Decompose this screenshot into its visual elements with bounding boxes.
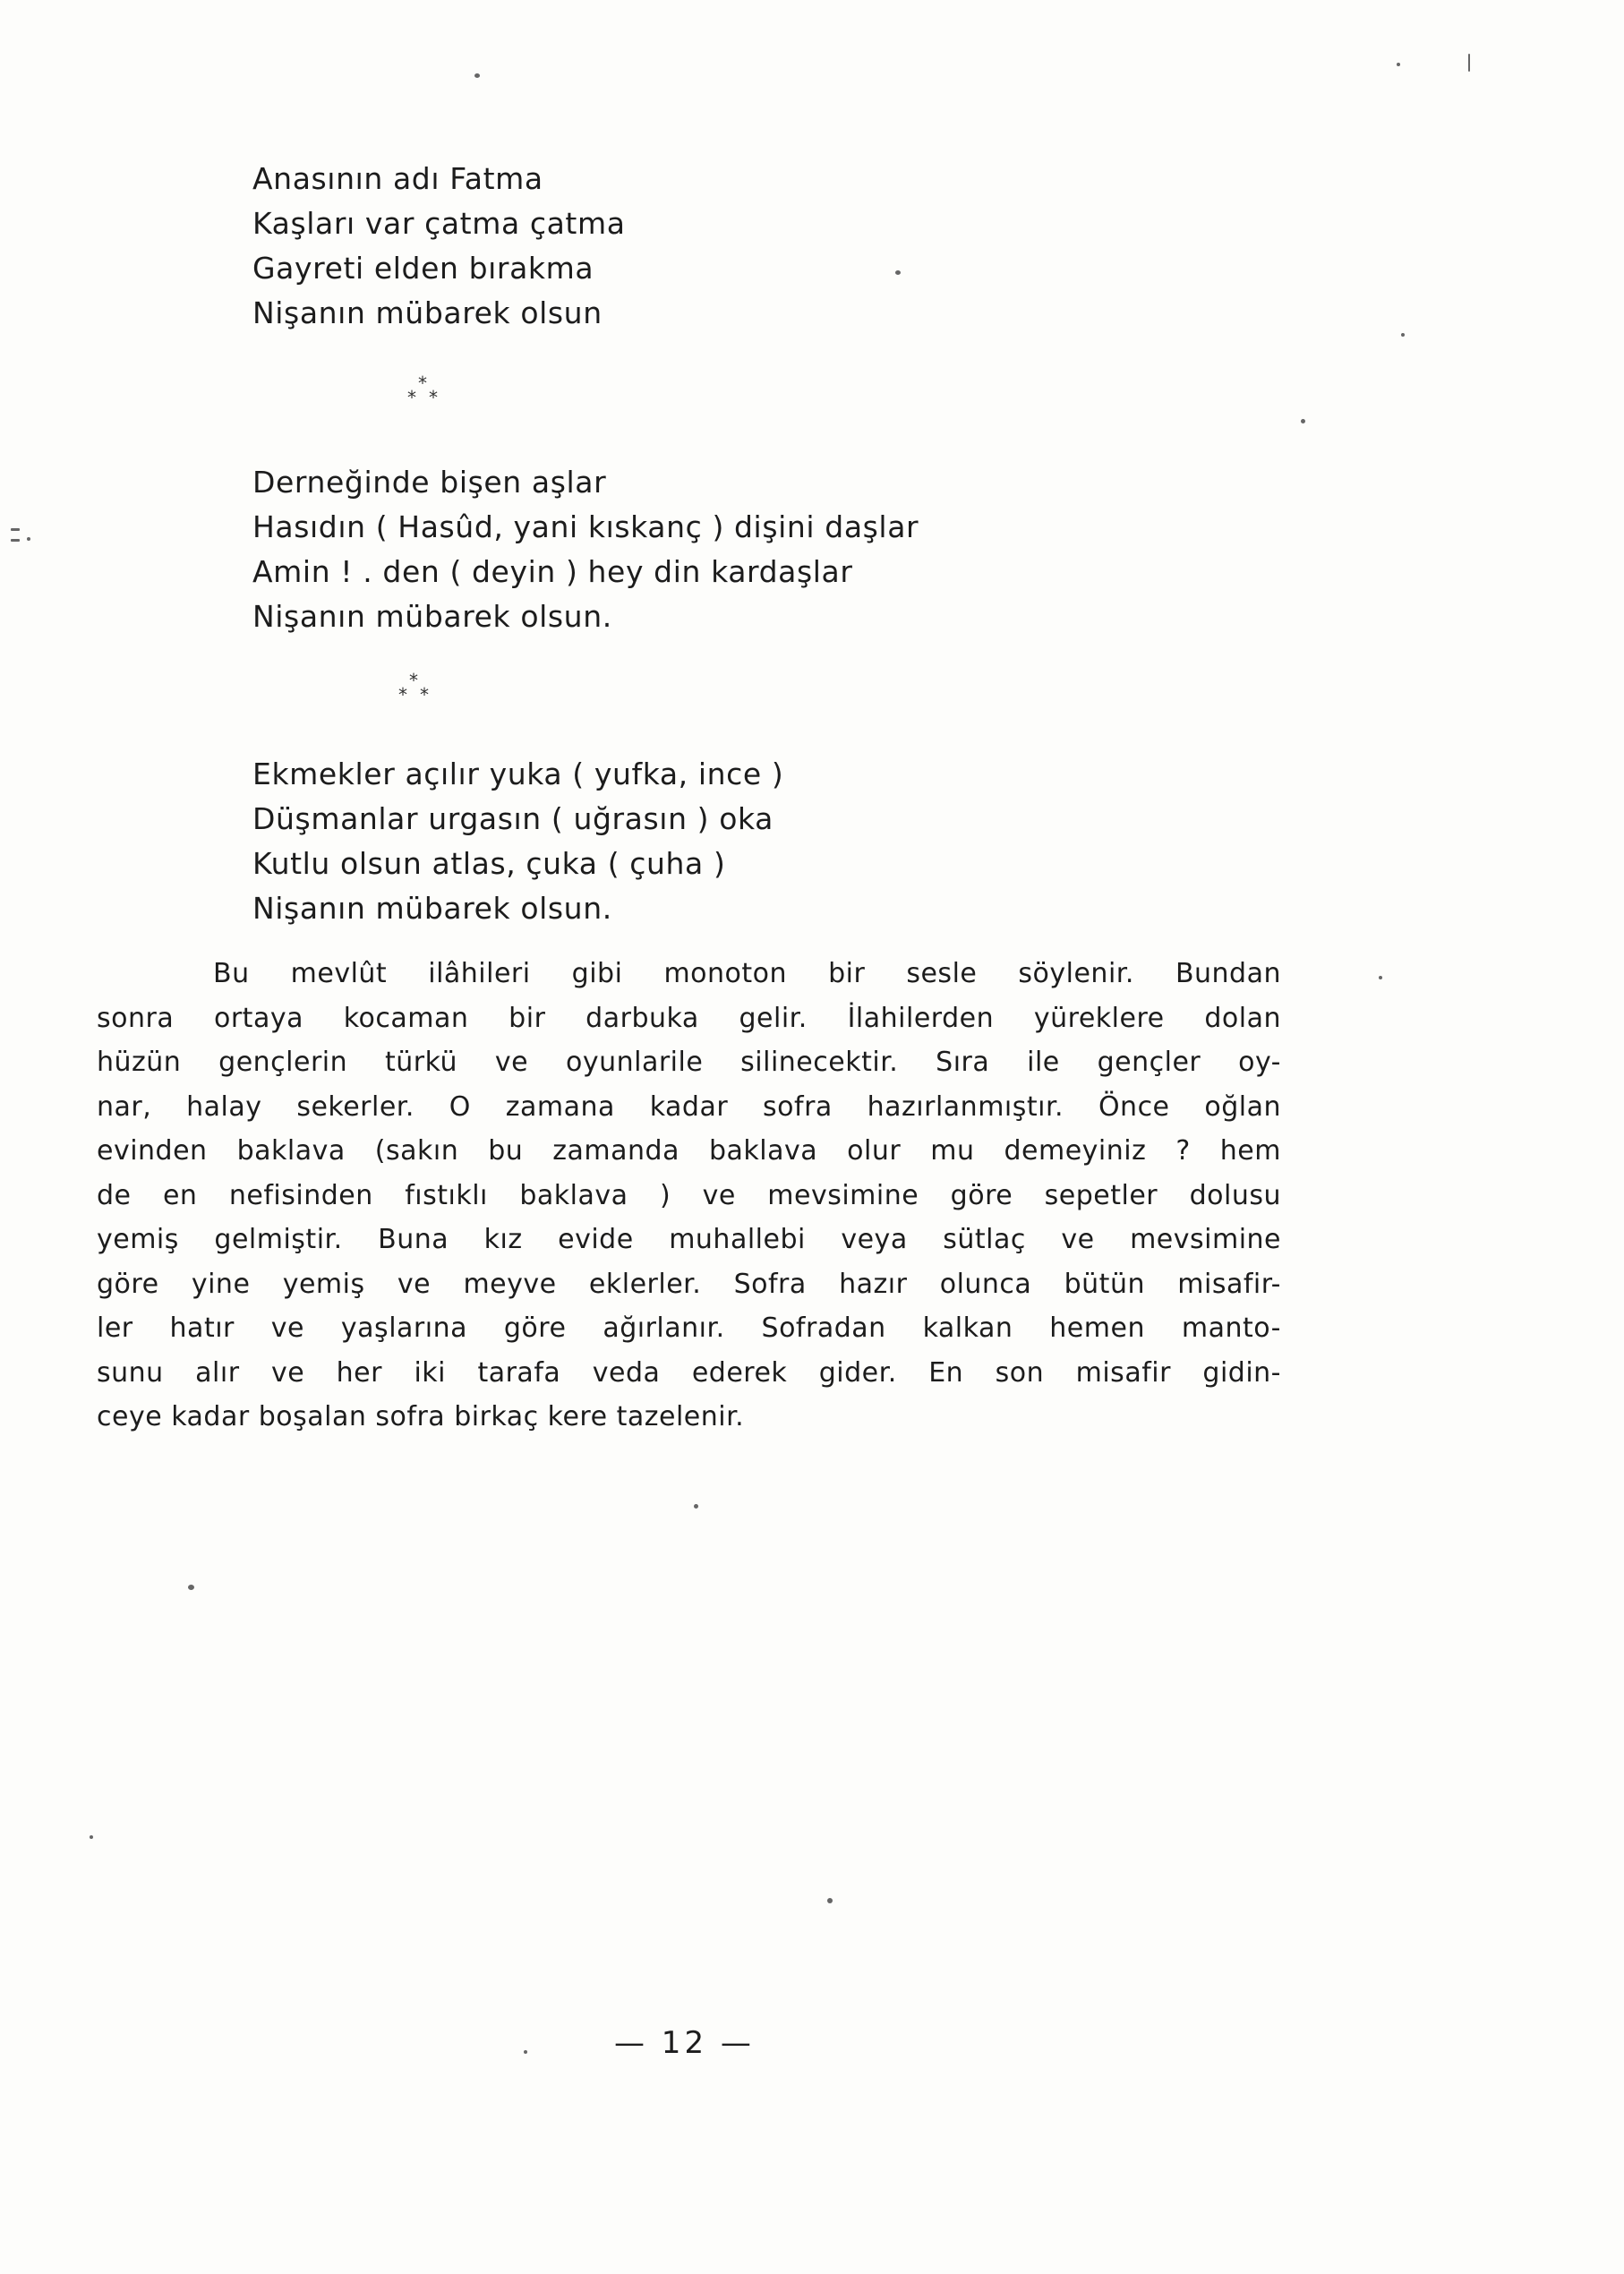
scan-speck [1397,63,1400,66]
scan-speck [694,1504,698,1509]
asterisk: * [409,670,418,691]
stanza-separator [396,374,449,414]
paragraph-line: evinden baklava (sakın bu zamanda baklava olur mu demeyiniz ? hem [97,1135,1281,1167]
paragraph-line: ler hatır ve yaşlarına göre ağırlanır. Sofradan kalkan hemen manto- [97,1312,1281,1344]
scan-speck [1468,54,1470,72]
poem-stanza [252,752,783,931]
scan-speck [27,537,30,541]
verse-line: Derneğinde bişen aşlar [252,465,607,500]
scan-speck [524,2050,527,2054]
paragraph-line: hüzün gençlerin türkü ve oyunlarile silinecektir. Sıra ile gençler oy- [97,1047,1281,1078]
page-number: — 12 — [614,2025,755,2061]
scan-speck [1301,419,1305,423]
verse-line: Nişanın mübarek olsun. [252,891,612,926]
scan-speck [11,539,20,542]
paragraph-line: göre yine yemiş ve meyve eklerler. Sofra hazır olunca bütün misafir- [97,1268,1281,1300]
prose-paragraph [97,952,1281,1440]
scan-speck [474,73,480,78]
stanza-separator [387,671,440,711]
verse-line: Kaşları var çatma çatma [252,206,626,241]
verse-line: Kutlu olsun atlas, çuka ( çuha ) [252,846,726,881]
verse-line: Anasının adı Fatma [252,161,543,196]
asterisk: * [420,684,429,705]
scan-speck [188,1585,194,1590]
paragraph-line: sonra ortaya kocaman bir darbuka gelir. İlahilerden yüreklere dolan [97,1002,1281,1034]
paragraph-line: nar, halay sekerler. O zamana kadar sofra hazırlanmıştır. Önce oğlan [97,1090,1281,1123]
scan-speck [11,528,20,531]
poem-stanza [252,157,626,336]
asterisk: * [418,372,427,394]
verse-line: Gayreti elden bırakma [252,251,594,286]
paragraph-line: yemiş gelmiştir. Buna kız evide muhallebi veya sütlaç ve mevsimine [97,1224,1281,1255]
paragraph-line: de en nefisinden fıstıklı baklava ) ve mevsimine göre sepetler dolusu [97,1179,1281,1211]
verse-line: Nişanın mübarek olsun. [252,599,612,634]
verse-line: Düşmanlar urgasın ( uğrasın ) oka [252,801,774,836]
poem-stanza [252,460,919,639]
verse-line: Ekmekler açılır yuka ( yufka, ince ) [252,757,784,791]
scan-speck [1401,333,1405,337]
verse-line: Hasıdın ( Hasûd, yani kıskanç ) dişini daşlar [252,509,919,544]
scan-speck [90,1835,93,1839]
scan-speck [827,1898,833,1903]
asterisk: * [429,387,438,408]
scan-speck [895,270,901,275]
asterisk: * [398,684,407,705]
asterisk: * [407,387,416,408]
verse-line: Amin ! . den ( deyin ) hey din kardaşlar [252,554,853,589]
verse-line: Nişanın mübarek olsun [252,295,603,330]
paragraph-line: sunu alır ve her iki tarafa veda ederek gider. En son misafir gidin- [97,1356,1281,1389]
scan-speck [1379,976,1382,979]
paragraph-line: Bu mevlût ilâhileri gibi monoton bir sesle söylenir. Bundan [213,958,1281,989]
paragraph-line: ceye kadar boşalan sofra birkaç kere tazelenir. [97,1401,745,1432]
